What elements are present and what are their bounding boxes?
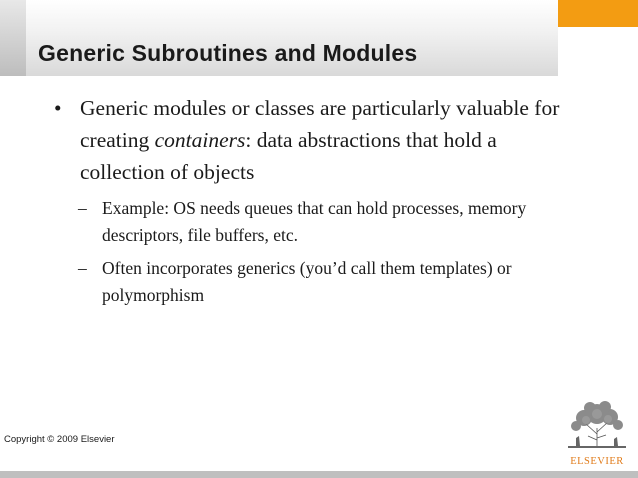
- main-bullet: [54, 92, 584, 188]
- logo-wordmark: ELSEVIER: [570, 456, 624, 467]
- sub-bullet: [78, 195, 578, 249]
- sub-bullet-text: Often incorporates generics (you’d call them templates) or polymorphism: [102, 258, 512, 305]
- elsevier-tree-icon: [562, 400, 632, 450]
- sub-bullet-text: Example: OS needs queues that can hold processes, memory descriptors, file buffers, etc.: [102, 198, 527, 245]
- elsevier-logo: [562, 400, 632, 470]
- title-band-left-edge: [0, 0, 26, 76]
- bottom-bar: [0, 471, 638, 478]
- bullet-emphasis: containers: [154, 128, 246, 152]
- bullet-text-before: Generic modules or classes are particularly valuable for creating: [80, 96, 560, 152]
- accent-bar: [558, 0, 638, 27]
- sub-bullet-marker: –: [78, 258, 87, 278]
- sub-bullet-marker: –: [78, 198, 87, 218]
- bullet-text-after: : data abstractions that hold a collection of objects: [80, 128, 497, 184]
- sub-bullet: [78, 255, 578, 309]
- copyright-notice: Copyright © 2009 Elsevier: [4, 434, 115, 445]
- bullet-text: [80, 92, 584, 188]
- bullet-marker: •: [54, 96, 62, 120]
- slide-title: Generic Subroutines and Modules: [38, 40, 418, 66]
